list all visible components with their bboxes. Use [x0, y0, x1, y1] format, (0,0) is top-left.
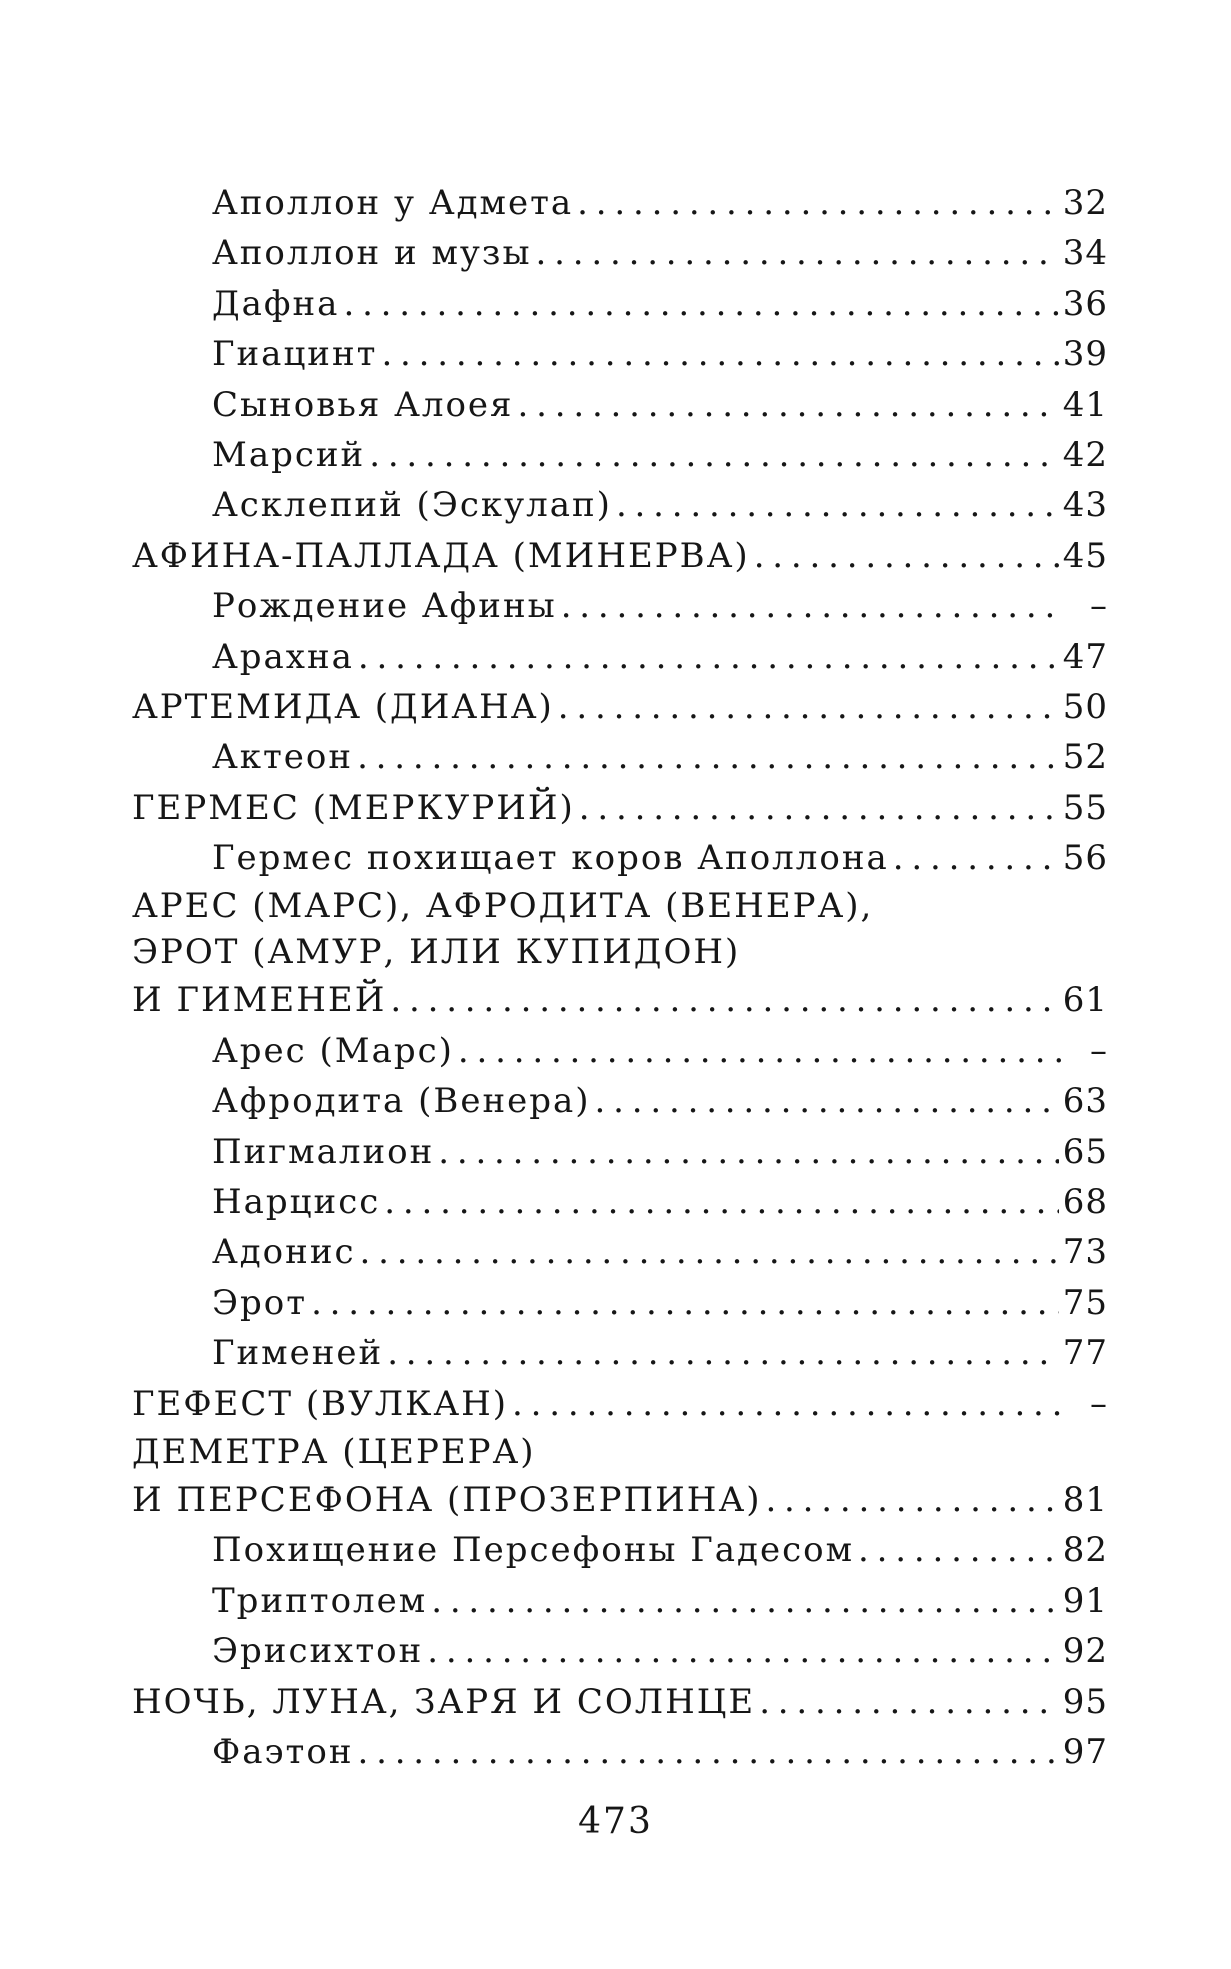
- toc-title: Гиацинт: [212, 334, 378, 375]
- dot-leader: [369, 430, 1059, 480]
- toc-subentry: [132, 329, 1108, 379]
- toc-title: И ПЕРСЕФОНА (ПРОЗЕРПИНА): [132, 1479, 762, 1520]
- dot-leader: [381, 329, 1058, 379]
- toc-page-number: 36: [1062, 283, 1108, 324]
- toc-title: Арахна: [212, 636, 354, 677]
- dot-leader: [384, 1177, 1058, 1227]
- dot-leader: [387, 1328, 1059, 1378]
- toc-title: Похищение Персефоны Гадесом: [212, 1530, 855, 1571]
- dot-leader: [518, 380, 1059, 430]
- toc-page-number: 97: [1062, 1731, 1108, 1772]
- dot-leader: [765, 1475, 1058, 1525]
- toc-title: АФИНА-ПАЛЛАДА (МИНЕРВА): [132, 535, 750, 576]
- toc-page-number: 73: [1062, 1232, 1108, 1273]
- toc-subentry: [132, 1328, 1108, 1378]
- dot-leader: [759, 1677, 1059, 1727]
- toc-title: Нарцисс: [212, 1182, 381, 1223]
- toc-page-number: 68: [1062, 1182, 1108, 1223]
- toc-title: Адонис: [212, 1232, 356, 1273]
- toc-title: Аполлон и музы: [212, 233, 532, 274]
- toc-page-number: 55: [1062, 787, 1108, 828]
- toc-title: ГЕФЕСТ (ВУЛКАН): [132, 1383, 509, 1424]
- dot-leader: [427, 1626, 1058, 1676]
- toc-title: Фаэтон: [212, 1731, 354, 1772]
- toc-subentry: [132, 380, 1108, 430]
- toc-subentry: [132, 1127, 1108, 1177]
- toc-page-number: –: [1090, 1383, 1108, 1424]
- toc-title: ДЕМЕТРА (ЦЕРЕРА): [132, 1431, 536, 1472]
- toc-title: И ГИМЕНЕЙ: [132, 980, 387, 1021]
- toc-title: Аполлон у Адмета: [212, 183, 574, 223]
- toc-title: ГЕРМЕС (МЕРКУРИЙ): [132, 787, 575, 828]
- toc-page-number: 43: [1062, 485, 1108, 526]
- toc-page-number: 63: [1062, 1081, 1108, 1122]
- toc-title: АРТЕМИДА (ДИАНА): [132, 686, 554, 727]
- toc-subentry: [132, 430, 1108, 480]
- toc-title-line: [132, 1475, 1108, 1525]
- toc-page-number: 82: [1062, 1530, 1108, 1571]
- toc-page-number: 77: [1062, 1333, 1108, 1374]
- toc-page-number: –: [1090, 1030, 1108, 1071]
- dot-leader: [360, 1227, 1059, 1277]
- toc-title: Пигмалион: [212, 1131, 435, 1172]
- toc-page-number: 92: [1062, 1631, 1108, 1672]
- toc-subentry: [132, 1227, 1108, 1277]
- dot-leader: [431, 1576, 1059, 1626]
- toc-subentry: [132, 732, 1108, 782]
- toc-title: Гименей: [212, 1333, 384, 1374]
- toc-subentry: [132, 1026, 1108, 1076]
- toc-subentry: [132, 1278, 1108, 1328]
- toc-title-line: [132, 1429, 1108, 1475]
- toc-section: [132, 1429, 1108, 1525]
- toc-title: Афродита (Венера): [212, 1081, 591, 1122]
- toc-page-number: 65: [1062, 1131, 1108, 1172]
- dot-leader: [512, 1379, 1066, 1429]
- toc-page-number: 47: [1062, 636, 1108, 677]
- dot-leader: [536, 228, 1059, 278]
- toc-subentry: [132, 480, 1108, 530]
- toc-section: [132, 883, 1108, 1025]
- toc-subentry: [132, 833, 1108, 883]
- toc-page-number: 50: [1062, 686, 1108, 727]
- toc-page-number: 32: [1062, 183, 1108, 223]
- toc-title: Марсий: [212, 434, 366, 475]
- toc-title-line: [132, 975, 1108, 1025]
- toc-title: Эрисихтон: [212, 1631, 424, 1672]
- toc-subentry: [132, 228, 1108, 278]
- toc-subentry: [132, 1727, 1108, 1777]
- toc-subentry: [132, 1076, 1108, 1126]
- table-of-contents: [132, 178, 1108, 1777]
- dot-leader: [357, 732, 1059, 782]
- dot-leader: [311, 1278, 1059, 1328]
- dot-leader: [357, 1727, 1058, 1777]
- toc-subentry: [132, 632, 1108, 682]
- toc-subentry: [132, 1576, 1108, 1626]
- toc-page-number: 61: [1062, 980, 1108, 1021]
- toc-section: [132, 1379, 1108, 1429]
- toc-subentry: [132, 581, 1108, 631]
- toc-subentry: [132, 1626, 1108, 1676]
- dot-leader: [390, 975, 1058, 1025]
- toc-page-number: 52: [1062, 737, 1108, 778]
- page-number: 473: [578, 1801, 653, 1842]
- dot-leader: [754, 531, 1059, 581]
- toc-subentry: [132, 1525, 1108, 1575]
- toc-page-number: 75: [1062, 1282, 1108, 1323]
- dot-leader: [358, 632, 1059, 682]
- toc-title: Эрот: [212, 1282, 308, 1323]
- toc-title-line: [132, 883, 1108, 929]
- toc-title: Сыновья Алоея: [212, 384, 514, 425]
- toc-subentry: [132, 1177, 1108, 1227]
- toc-page-number: 95: [1062, 1681, 1108, 1722]
- toc-title: ЭРОТ (АМУР, ИЛИ КУПИДОН): [132, 932, 741, 973]
- toc-title: Асклепий (Эскулап): [212, 485, 612, 526]
- toc-title: Арес (Марс): [212, 1030, 454, 1071]
- toc-page-number: –: [1090, 586, 1108, 627]
- toc-page-number: 39: [1062, 334, 1108, 375]
- toc-section: [132, 531, 1108, 581]
- dot-leader: [438, 1127, 1059, 1177]
- dot-leader: [343, 279, 1058, 329]
- toc-page-number: 81: [1062, 1479, 1108, 1520]
- toc-title: Триптолем: [212, 1580, 428, 1621]
- toc-page-number: 42: [1062, 434, 1108, 475]
- toc-title: Гермес похищает коров Аполлона: [212, 838, 889, 879]
- toc-title: АРЕС (МАРС), АФРОДИТА (ВЕНЕРА),: [132, 886, 874, 927]
- dot-leader: [893, 833, 1059, 883]
- dot-leader: [616, 480, 1059, 530]
- toc-title: Актеон: [212, 737, 354, 778]
- toc-page-number: 45: [1062, 535, 1108, 576]
- toc-title: НОЧЬ, ЛУНА, ЗАРЯ И СОЛНЦЕ: [132, 1681, 756, 1722]
- toc-subentry: [132, 279, 1108, 329]
- toc-section: [132, 682, 1108, 732]
- dot-leader: [858, 1525, 1059, 1575]
- dot-leader: [595, 1076, 1059, 1126]
- toc-page-number: 56: [1062, 838, 1108, 879]
- dot-leader: [458, 1026, 1066, 1076]
- dot-leader: [579, 783, 1059, 833]
- toc-page-number: 34: [1062, 233, 1108, 274]
- toc-title: Дафна: [212, 283, 340, 324]
- toc-page-number: 91: [1062, 1580, 1108, 1621]
- toc-section: [132, 1677, 1108, 1727]
- toc-section: [132, 783, 1108, 833]
- dot-leader: [577, 178, 1059, 228]
- dot-leader: [558, 682, 1059, 732]
- toc-subentry: [132, 178, 1108, 228]
- toc-title: Рождение Афины: [212, 586, 557, 627]
- dot-leader: [561, 581, 1066, 631]
- toc-title-line: [132, 929, 1108, 975]
- toc-page-number: 41: [1062, 384, 1108, 425]
